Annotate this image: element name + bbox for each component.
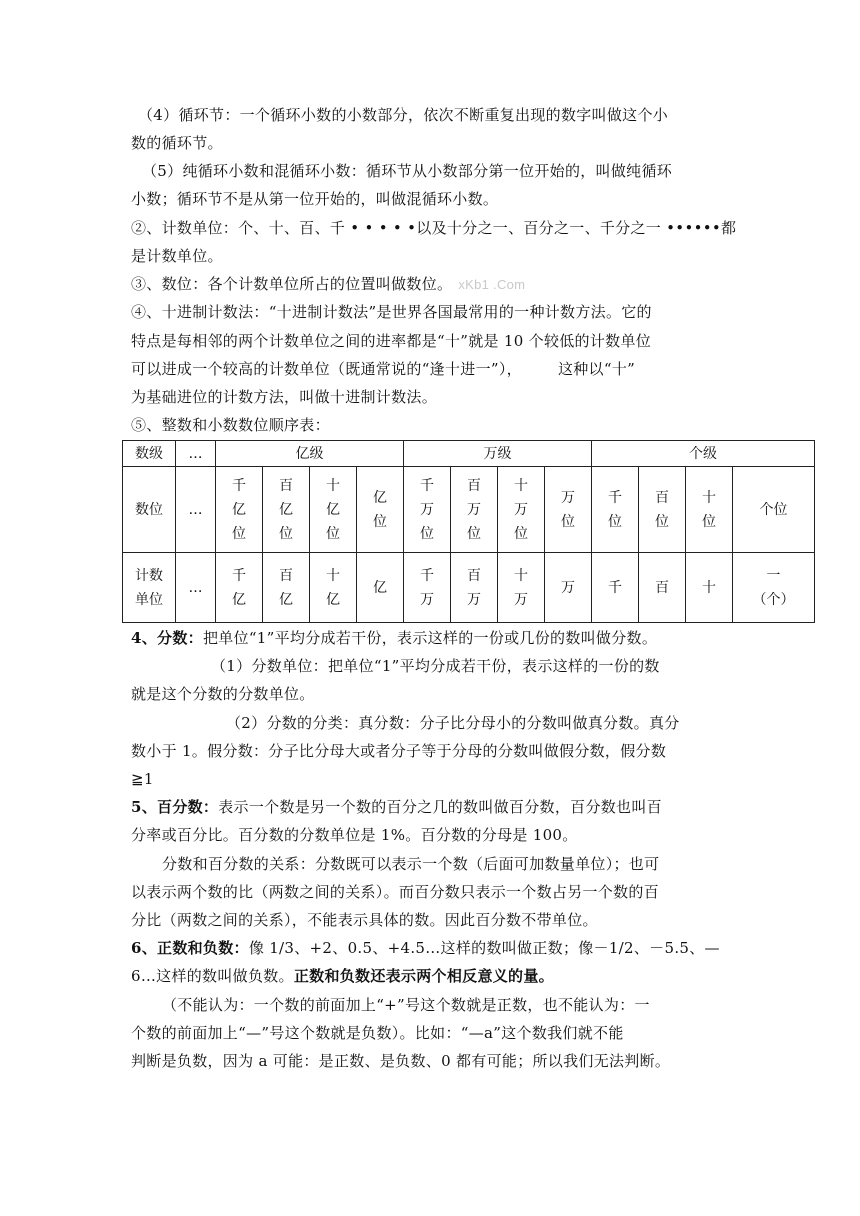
table-cell: … bbox=[176, 553, 216, 623]
text-line: ④、十进制计数法：“十进制计数法”是世界各国最常用的一种计数方法。它的 bbox=[131, 303, 652, 321]
text-line: ≧1 bbox=[131, 770, 154, 788]
header-yi-level: 亿级 bbox=[216, 441, 404, 467]
section-heading: 6、正数和负数： bbox=[131, 939, 249, 957]
table-row bbox=[123, 553, 815, 623]
text-line: ②、计数单位：个、十、百、千 • • • • •以及十分之一、百分之一、千分之一 ••••••都 bbox=[131, 219, 737, 237]
table-cell bbox=[263, 467, 310, 553]
text-span: 像 1/3、+2、0.5、+4.5…这样的数叫做正数；像－1/2、－5.5、— bbox=[248, 939, 720, 957]
table-row bbox=[123, 441, 815, 467]
row-label: 数位 bbox=[123, 467, 176, 553]
text-line: （2）分数的分类：真分数：分子比分母小的分数叫做真分数。真分 bbox=[226, 714, 680, 732]
text-line: 判断是负数，因为 a 可能：是正数、是负数、0 都有可能；所以我们无法判断。 bbox=[131, 1052, 671, 1070]
table-cell bbox=[686, 467, 733, 553]
cell-text: 计数 单位 bbox=[135, 567, 163, 608]
table-cell bbox=[639, 553, 686, 623]
cell-text: 百 位 bbox=[655, 489, 669, 530]
table-cell bbox=[686, 553, 733, 623]
text-span: 6…这样的数叫做负数。 bbox=[131, 967, 294, 985]
cell-text: 百 万 位 bbox=[467, 477, 481, 542]
cell-text: 十 位 bbox=[702, 489, 716, 530]
table-cell bbox=[357, 467, 404, 553]
table-cell bbox=[498, 553, 545, 623]
text-span: ③、数位：各个计数单位所占的位置叫做数位。 bbox=[131, 275, 453, 293]
text-line bbox=[131, 274, 525, 295]
table-cell bbox=[498, 467, 545, 553]
text-line bbox=[131, 966, 554, 986]
table-cell bbox=[451, 553, 498, 623]
cell-text: 万 bbox=[561, 579, 575, 596]
text-line: 个数的前面加上“—”号这个数就是负数）。比如：“—a”这个数我们就不能 bbox=[131, 1024, 624, 1042]
cell-text: 百 亿 bbox=[279, 567, 293, 608]
text-line: （4）循环节：一个循环小数的小数部分，依次不断重复出现的数字叫做这个小 bbox=[138, 106, 669, 124]
cell-text: 千 万 位 bbox=[420, 477, 434, 542]
table-cell bbox=[216, 553, 263, 623]
table-cell: … bbox=[176, 467, 216, 553]
text-span: 可以进成一个较高的计数单位（既通常说的“逢十进一”）， bbox=[131, 360, 522, 378]
table-cell bbox=[639, 467, 686, 553]
cell-text: 十 万 bbox=[514, 567, 528, 608]
cell-text: 百 亿 位 bbox=[279, 477, 293, 542]
cell-text: 千 亿 位 bbox=[232, 477, 246, 542]
table-cell bbox=[216, 467, 263, 553]
cell-text: 千 万 bbox=[420, 567, 434, 608]
text-line: （不能认为：一个数的前面加上“+”号这个数就是正数，也不能认为：一 bbox=[162, 996, 650, 1014]
cell-text: 百 万 bbox=[467, 567, 481, 608]
cell-text: 千 位 bbox=[608, 489, 622, 530]
table-cell bbox=[404, 467, 451, 553]
text-line: 是计数单位。 bbox=[131, 247, 223, 265]
text-line: 数的循环节。 bbox=[131, 134, 223, 152]
text-span: 表示一个数是另一个数的百分之几的数叫做百分数，百分数也叫百 bbox=[218, 798, 662, 816]
cell-text: 千 亿 bbox=[232, 567, 246, 608]
row-label bbox=[123, 553, 176, 623]
text-line: 以表示两个数的比（两数之间的关系）。而百分数只表示一个数占另一个数的百 bbox=[131, 883, 660, 901]
text-line bbox=[131, 797, 662, 817]
table-cell bbox=[733, 467, 815, 553]
cell-text: 十 亿 位 bbox=[326, 477, 340, 542]
row-label: 数级 bbox=[123, 441, 176, 467]
table-cell bbox=[357, 553, 404, 623]
table-cell bbox=[263, 553, 310, 623]
table-cell bbox=[545, 553, 592, 623]
text-line: 分比（两数之间的关系），不能表示具体的数。因此百分数不带单位。 bbox=[131, 911, 598, 929]
table-cell bbox=[404, 553, 451, 623]
text-span: 把单位“1”平均分成若干份，表示这样的一份或几份的数叫做分数。 bbox=[202, 629, 658, 647]
text-line: 为基础进位的计数方法，叫做十进制计数法。 bbox=[131, 388, 438, 406]
text-line: 小数；循环节不是从第一位开始的，叫做混循环小数。 bbox=[131, 190, 499, 208]
cell-text: 十 亿 bbox=[326, 567, 340, 608]
header-wan-level: 万级 bbox=[404, 441, 592, 467]
text-line bbox=[131, 938, 720, 958]
cell-text: 一 （个） bbox=[752, 567, 795, 608]
section-heading: 5、百分数： bbox=[131, 798, 219, 816]
text-line: 特点是每相邻的两个计数单位之间的进率都是“十”就是 10 个较低的计数单位 bbox=[131, 332, 652, 350]
text-line: 分率或百分比。百分数的分数单位是 1%。百分数的分母是 100。 bbox=[131, 826, 578, 844]
text-line bbox=[131, 628, 657, 648]
text-line: 数小于 1。假分数：分子比分母大或者分子等于分母的分数叫做假分数，假分数 bbox=[131, 742, 667, 760]
text-line bbox=[131, 359, 635, 379]
text-line: 就是这个分数的分数单位。 bbox=[131, 685, 315, 703]
text-line: （1）分数单位：把单位“1”平均分成若干份，表示这样的一份的数 bbox=[211, 657, 660, 675]
bold-statement: 正数和负数还表示两个相反意义的量。 bbox=[293, 967, 554, 985]
watermark: xKb1 .Com bbox=[458, 277, 526, 292]
cell-text: 十 万 位 bbox=[514, 477, 528, 542]
table-cell bbox=[310, 467, 357, 553]
cell-text: 十 bbox=[702, 579, 716, 596]
table-cell bbox=[545, 467, 592, 553]
text-line: （5）纯循环小数和混循环小数：循环节从小数部分第一位开始的，叫做纯循环 bbox=[142, 162, 673, 180]
section-heading: 4、分数： bbox=[131, 629, 203, 647]
table-cell bbox=[592, 467, 639, 553]
place-value-table bbox=[122, 440, 815, 623]
cell-text: 亿 bbox=[373, 579, 387, 596]
header-ge-level: 个级 bbox=[592, 441, 815, 467]
cell-text: 个位 bbox=[759, 501, 788, 518]
table-cell bbox=[451, 467, 498, 553]
text-span: 这种以“十” bbox=[557, 360, 636, 378]
table-cell: … bbox=[176, 441, 216, 467]
table-cell bbox=[310, 553, 357, 623]
text-line: 分数和百分数的关系：分数既可以表示一个数（后面可加数量单位）；也可 bbox=[162, 855, 660, 873]
cell-text: 千 bbox=[608, 579, 622, 596]
cell-text: 百 bbox=[655, 579, 669, 596]
table-cell bbox=[733, 553, 815, 623]
table-row bbox=[123, 467, 815, 553]
cell-text: 亿 位 bbox=[373, 489, 387, 530]
table-cell bbox=[592, 553, 639, 623]
text-line: ⑤、整数和小数数位顺序表： bbox=[131, 416, 330, 434]
cell-text: 万 位 bbox=[561, 489, 575, 530]
